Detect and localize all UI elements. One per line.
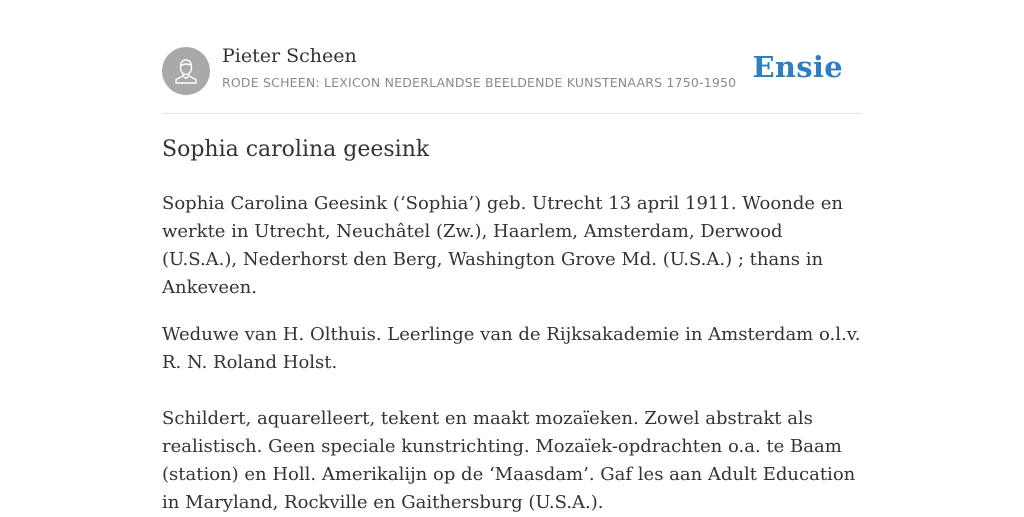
paragraph-education: Weduwe van H. Olthuis. Leerlinge van de Rijksakademie in Amsterdam o.l.v. R. N. Roland Holst. <box>162 324 861 373</box>
paragraph-biography: Sophia Carolina Geesink (‘Sophia’) geb. Utrecht 13 april 1911. Woonde en werkte in Utrecht, Neuchâtel (Zw.), Haarlem, Amsterdam, Derwood (U.S.A.), Nederhorst den Berg, Washington Grove Md. (U.S.A.) ; thans in Ankeveen. <box>162 193 843 298</box>
article-body <box>162 190 862 517</box>
article-card <box>162 0 862 513</box>
source-title[interactable]: RODE SCHEEN: LEXICON NEDERLANDSE BEELDENDE KUNSTENAARS 1750-1950 <box>222 75 737 90</box>
author-name[interactable]: Pieter Scheen <box>222 45 357 67</box>
paragraph-work: Schildert, aquarelleert, tekent en maakt mozaïeken. Zowel abstrakt als realistisch. Geen speciale kunstrichting. Mozaïek-opdrachten o.a. te Baam (station) en Holl. Amerikalijn op de ‘Maasdam’. Gaf les aan Adult Education in Maryland, Rockville en Gaithersburg (U.S.A.). <box>162 408 856 513</box>
user-outline-icon <box>162 47 210 95</box>
article-title: Sophia carolina geesink <box>162 137 430 162</box>
author-avatar[interactable] <box>162 47 210 95</box>
article-header <box>162 0 862 114</box>
ensie-logo[interactable]: Ensie <box>752 50 843 84</box>
